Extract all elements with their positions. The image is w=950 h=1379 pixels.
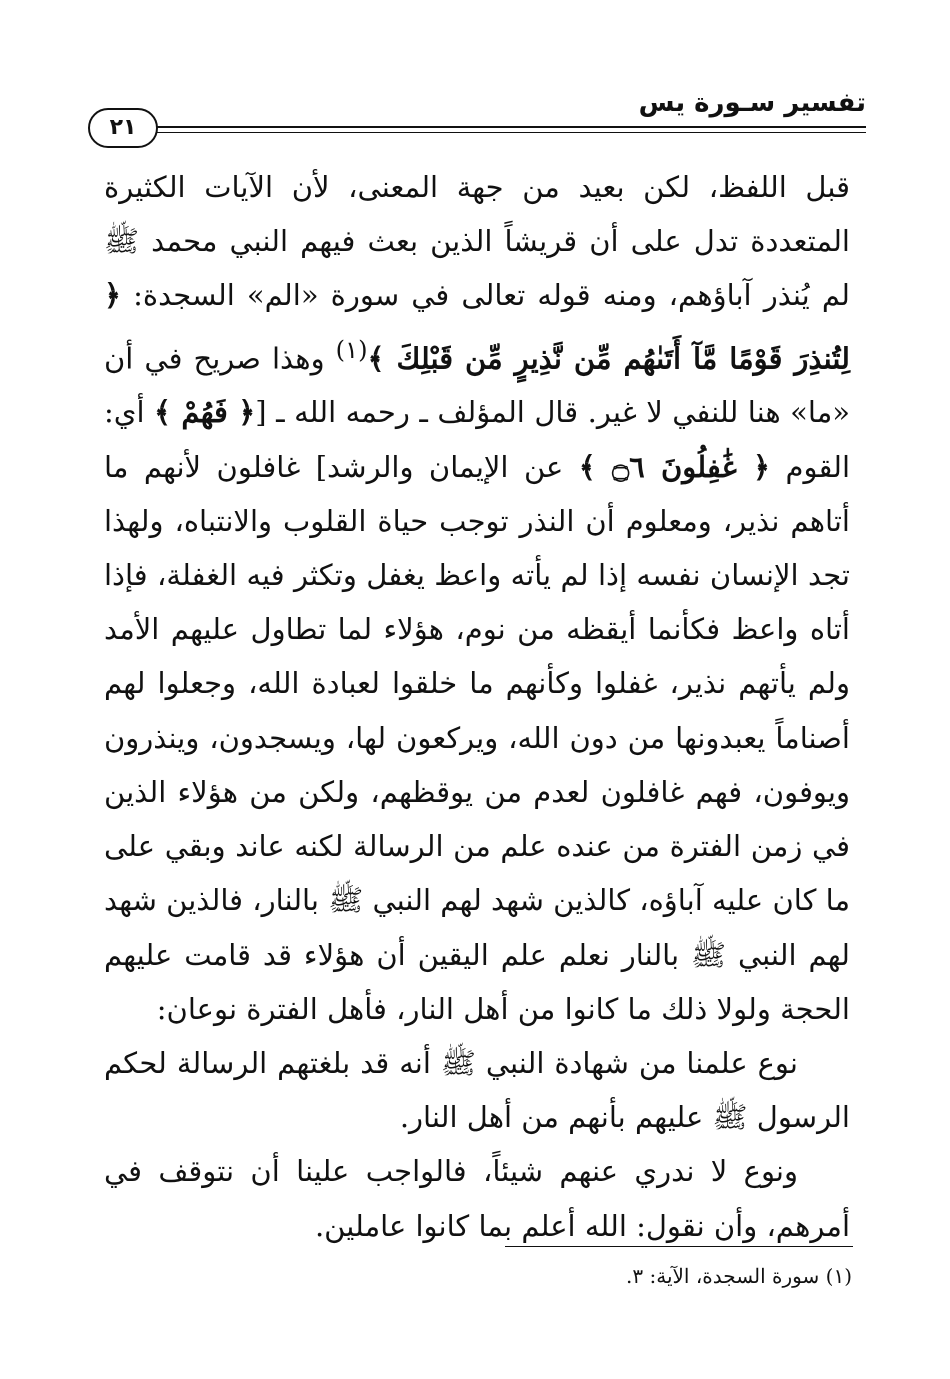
paragraph-2: نوع علمنا من شهادة النبي ﷺ أنه قد بلغتهم الرسالة لحكم الرسول ﷺ عليهم بأنهم من أهل النار. <box>104 1045 850 1135</box>
page-body <box>104 160 850 1253</box>
running-header <box>88 86 866 146</box>
paragraph-1-part-a: قبل اللفظ، لكن بعيد من جهة المعنى، لأن الآيات الكثيرة المتعددة تدل على أن قريشاً الذين بعث فيهم النبي محمد ﷺ لم يُنذر آباؤهم، ومنه قوله تعالى في سورة «الم» السجدة: <box>104 170 850 313</box>
page-number-badge: ٢١ <box>88 108 158 148</box>
quran-verse-1: ﴿ لِتُنذِرَ قَوْمًا مَّآ أَتَىٰهُم مِّن نَّذِيرٍ مِّن قَبْلِكَ ﴾ <box>104 278 850 376</box>
quran-verse-3: ﴿ غَٰفِلُونَ ۝٦ ﴾ <box>578 449 771 484</box>
paragraph-1-part-d: عن الإيمان والرشد] غافلون لأنهم ما أتاهم نذير، ومعلوم أن النذر توجب حياة القلوب والانتباه، ولهذا تجد الإنسان نفسه إذا لم يأته واعظ يغفل وتكثر فيه الغفلة، فإذا أتاه واعظ فكأنما أيقظه من نوم، هؤلاء لما تطاول عليهم الأمد ولم يأتهم نذير، غفلوا وكأنهم ما خلقوا لعبادة الله، وجعلوا لهم أصناماً يعبدونها من دون الله، ويركعون لها، ويسجدون، وينذرون ويوفون، فهم غافلون لعدم من يوقظهم، ولكن من هؤلاء الذين في زمن الفترة من عنده علم من الرسالة لكنه عاند وبقي على ما كان عليه آباؤه، كالذين شهد لهم النبي ﷺ بالنار، فالذين شهد لهم النبي ﷺ بالنار نعلم علم اليقين أن هؤلاء قد قامت عليهم الحجة ولولا ذلك ما كانوا من أهل النار، فأهل الفترة نوعان: <box>104 449 850 1026</box>
paragraph-1-part-c: أي: القوم <box>104 395 851 484</box>
quran-verse-2: ﴿ فَهُمْ ﴾ <box>154 395 256 430</box>
paragraph-1 <box>104 160 850 1036</box>
paragraph-1-part-b: وهذا صريح في أن «ما» هنا للنفي لا غير. قال المؤلف ـ رحمه الله ـ [ <box>104 341 851 430</box>
footnote-divider <box>505 1246 853 1247</box>
paragraph-3: ونوع لا ندري عنهم شيئاً، فالواجب علينا أن نتوقف في أمرهم، وأن نقول: الله أعلم بما كانوا عاملين. <box>104 1154 850 1243</box>
header-title: تفسير سـورة يس <box>638 88 866 118</box>
footnote: (١) سورة السجدة، الآية: ٣. <box>626 1264 852 1288</box>
footnote-reference: (١) <box>335 335 368 364</box>
header-rule <box>146 126 866 133</box>
